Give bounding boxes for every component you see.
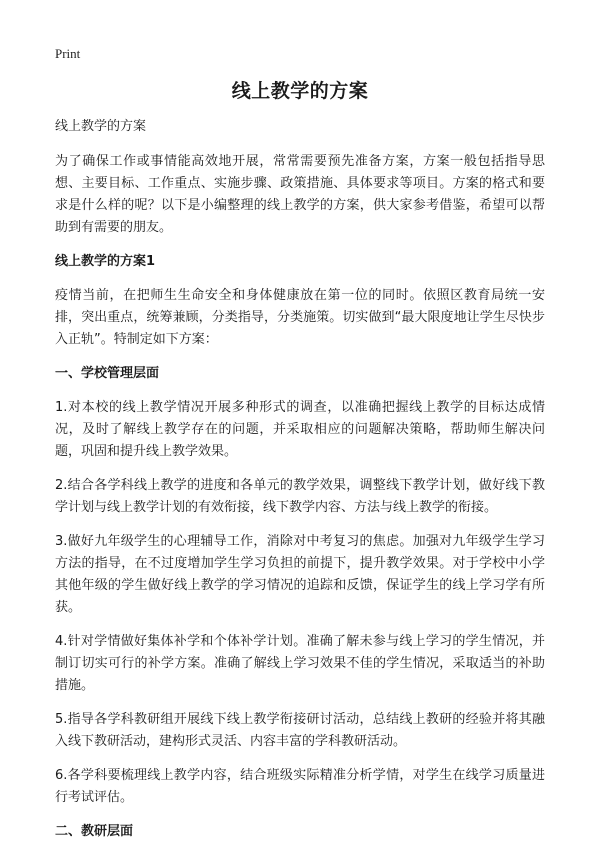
document-body — [55, 116, 545, 855]
list-item: 5.指导各学科教研组开展线下线上教学衔接研讨活动，总结线上教研的经验并将其融入线下教研活动，建构形式灵活、内容丰富的学科教研活动。 — [55, 712, 545, 749]
list-item: 1.对本校的线上教学情况开展多种形式的调查，以准确把握线上教学的目标达成情况，及时了解线上教学存在的问题，并采取相应的问题解决策略，帮助师生解决问题，巩固和提升线上教学效果。 — [55, 400, 545, 459]
list-item: 4.针对学情做好集体补学和个体补学计划。准确了解未参与线上学习的学生情况，并制订切实可行的补学方案。准确了解线上学习效果不佳的学生情况，采取适当的补助措施。 — [55, 634, 545, 693]
part-heading-teaching-research: 二、教研层面 — [55, 824, 134, 839]
part-heading-school-management: 一、学校管理层面 — [55, 366, 160, 381]
list-item: 6.各学科要梳理线上教学内容，结合班级实际精准分析学情，对学生在线学习质量进行考试评估。 — [55, 768, 545, 805]
list-item: 2.结合各学科线上教学的进度和各单元的教学效果，调整线下教学计划，做好线下教学计划与线上教学计划的有效衔接，线下教学内容、方法与线上教学的衔接。 — [55, 478, 545, 515]
list-item: 3.做好九年级学生的心理辅导工作，消除对中考复习的焦虑。加强对九年级学生学习方法的指导，在不过度增加学生学习负担的前提下，提升教学效果。对于学校中小学其他年级的学生做好线上教学的学习情况的追踪和反馈，保证学生的线上学习学有所获。 — [55, 534, 545, 615]
section-intro-paragraph: 疫情当前，在把师生生命安全和身体健康放在第一位的同时。依照区教育局统一安排，突出重点，统筹兼顾，分类指导，分类施策。切实做到“最大限度地让学生尽快步入正轨”。特制定如下方案： — [55, 288, 545, 347]
print-link[interactable]: Print — [55, 46, 81, 61]
document-subtitle: 线上教学的方案 — [55, 119, 147, 134]
intro-paragraph: 为了确保工作或事情能高效地开展，常常需要预先准备方案，方案一般包括指导思想、主要目标、工作重点、实施步骤、政策措施、具体要求等项目。方案的格式和要求是什么样的呢？以下是小编整理的线上教学的方案，供大家参考借鉴，希望可以帮助到有需要的朋友。 — [55, 154, 545, 235]
section-heading: 线上教学的方案1 — [55, 254, 156, 269]
document-title: 线上教学的方案 — [231, 80, 369, 102]
